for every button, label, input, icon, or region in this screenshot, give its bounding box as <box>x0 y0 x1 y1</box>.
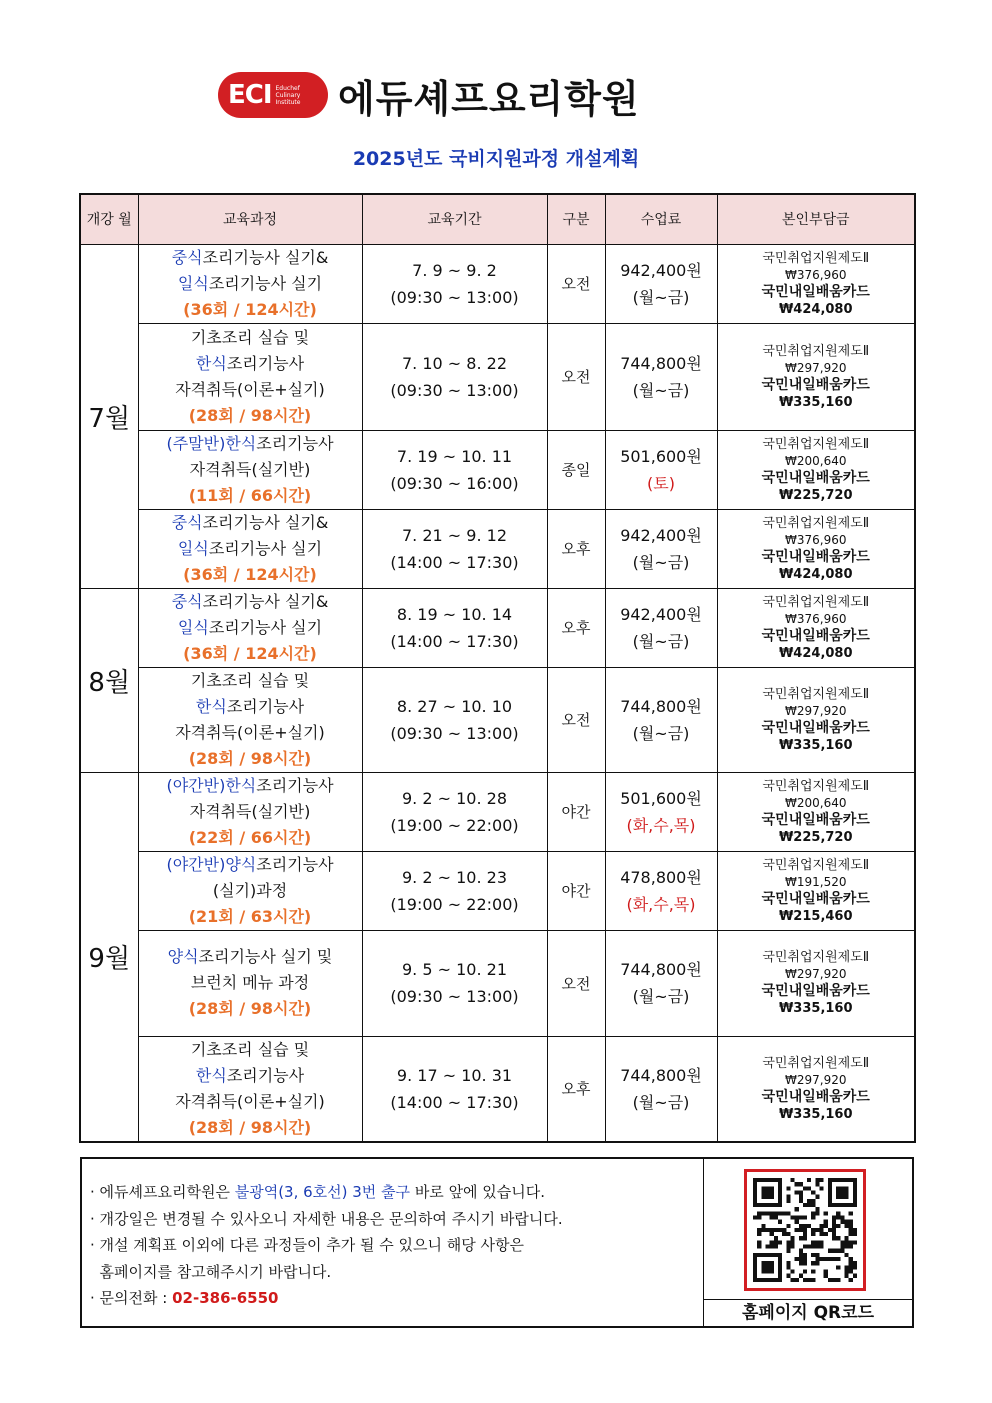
card-name: 국민내일배움카드 <box>761 627 870 644</box>
course-hours: (21회 / 63시간) <box>188 906 312 926</box>
card-name: 국민내일배움카드 <box>761 719 870 736</box>
self-pay-cell <box>717 930 915 1036</box>
course-line <box>139 431 362 457</box>
page-title: 2025년도 국비지원과정 개설계획 <box>352 148 640 170</box>
course-line <box>139 615 362 641</box>
session-type-cell: 종일 <box>547 430 605 509</box>
card-amount: ₩335,160 <box>778 737 853 753</box>
course-line <box>139 668 362 694</box>
course-line <box>139 852 362 878</box>
schedule-body <box>80 244 915 1142</box>
program-amount: ₩376,960 <box>785 532 847 547</box>
fee-days: (화,수,목) <box>626 815 696 835</box>
col-header-type: 구분 <box>547 194 605 244</box>
session-type-cell: 오전 <box>547 930 605 1036</box>
course-line <box>139 720 362 746</box>
card-amount: ₩225,720 <box>778 487 853 503</box>
card-name: 국민내일배움카드 <box>761 548 870 565</box>
program-amount: ₩297,920 <box>785 703 847 718</box>
cuisine-type: 중식 <box>171 591 203 611</box>
phone-number[interactable]: 02-386-6550 <box>172 1289 279 1307</box>
course-line <box>139 589 362 615</box>
cuisine-type: 중식 <box>171 512 203 532</box>
fee-amount: 942,400원 <box>620 525 702 545</box>
fee-days: (월~금) <box>632 287 690 307</box>
table-row <box>80 244 915 323</box>
course-line <box>139 944 362 970</box>
course-line <box>139 1089 362 1115</box>
card-amount: ₩335,160 <box>778 394 853 410</box>
col-header-course: 교육과정 <box>138 194 362 244</box>
session-type-cell: 오전 <box>547 667 605 772</box>
fee-cell <box>605 588 717 667</box>
period-cell <box>362 430 547 509</box>
period-time: (14:00 ~ 17:30) <box>390 1092 519 1112</box>
course-hours: (28회 / 98시간) <box>188 999 312 1018</box>
table-row <box>80 851 915 930</box>
card-amount: ₩335,160 <box>778 1001 853 1016</box>
program-amount: ₩376,960 <box>785 267 847 282</box>
card-amount: ₩225,720 <box>778 829 853 845</box>
fee-amount: 942,400원 <box>620 604 702 624</box>
notice-line-additional: · 개설 계획표 이외에 다른 과정들이 추가 될 수 있으니 해당 사항은 <box>90 1236 524 1254</box>
table-row <box>80 509 915 588</box>
session-type-cell: 오후 <box>547 1036 605 1142</box>
header-row <box>80 194 915 244</box>
course-line <box>139 377 362 403</box>
session-type-cell: 오후 <box>547 588 605 667</box>
period-time: (19:00 ~ 22:00) <box>390 815 519 835</box>
program-name: 국민취업지원제도Ⅱ <box>762 950 870 965</box>
fee-days: (월~금) <box>632 987 690 1006</box>
course-text: 조리기능사 <box>226 696 305 716</box>
fee-cell <box>605 667 717 772</box>
fee-cell <box>605 851 717 930</box>
period-date: 9. 2 ~ 10. 23 <box>402 867 507 887</box>
session-type-cell: 오후 <box>547 509 605 588</box>
course-text: 자격취득(실기반) <box>189 459 311 479</box>
card-amount: ₩424,080 <box>778 301 853 317</box>
fee-amount: 744,800원 <box>620 960 702 979</box>
card-name: 국민내일배움카드 <box>761 811 870 828</box>
self-pay-cell <box>717 323 915 430</box>
notice-text <box>82 1159 704 1326</box>
session-type-cell: 오전 <box>547 323 605 430</box>
session-type-cell: 야간 <box>547 851 605 930</box>
col-header-month: 개강 월 <box>80 194 138 244</box>
program-name: 국민취업지원제도Ⅱ <box>762 250 870 266</box>
cuisine-type: 한식 <box>225 433 257 453</box>
period-cell <box>362 323 547 430</box>
table-row <box>80 930 915 1036</box>
program-amount: ₩297,920 <box>785 360 847 375</box>
fee-days: (토) <box>647 473 675 493</box>
class-type: (야간반) <box>166 775 226 795</box>
course-line <box>139 297 362 323</box>
cuisine-type: 일식 <box>177 538 209 558</box>
period-cell <box>362 509 547 588</box>
course-text: 기초조리 실습 및 <box>190 327 310 347</box>
period-date: 7. 10 ~ 8. 22 <box>402 353 507 373</box>
course-hours: (36회 / 124시간) <box>183 643 317 663</box>
course-text: 조리기능사 <box>256 854 334 874</box>
course-line <box>139 746 362 772</box>
period-date: 7. 19 ~ 10. 11 <box>396 446 513 466</box>
course-hours: (28회 / 98시간) <box>188 405 312 425</box>
fee-days: (월~금) <box>632 380 690 400</box>
cuisine-type: 일식 <box>177 273 209 293</box>
course-text: 조리기능사 실기& <box>202 247 329 267</box>
cuisine-type: 일식 <box>177 617 209 637</box>
fee-days: (월~금) <box>632 1092 690 1112</box>
period-cell <box>362 851 547 930</box>
course-cell <box>138 1036 362 1142</box>
self-pay-cell <box>717 588 915 667</box>
course-line <box>139 1037 362 1063</box>
course-text: 조리기능사 실기 <box>208 273 323 293</box>
course-line <box>139 970 362 996</box>
fee-days: (월~금) <box>632 552 690 572</box>
period-cell <box>362 244 547 323</box>
course-text: 기초조리 실습 및 <box>190 670 310 690</box>
col-header-fee: 수업료 <box>605 194 717 244</box>
cuisine-type: 한식 <box>195 1065 227 1085</box>
period-date: 9. 17 ~ 10. 31 <box>396 1065 513 1085</box>
fee-cell <box>605 1036 717 1142</box>
program-name: 국민취업지원제도Ⅱ <box>762 436 870 452</box>
table-row <box>80 667 915 772</box>
month-cell: 7월 <box>80 244 138 588</box>
course-cell <box>138 667 362 772</box>
qr-label: 홈페이지 QR코드 <box>704 1299 912 1326</box>
self-pay-cell <box>717 430 915 509</box>
course-text: 자격취득(이론+실기) <box>175 722 325 742</box>
card-name: 국민내일배움카드 <box>761 469 870 486</box>
badge-text: ECI <box>228 80 272 110</box>
fee-cell <box>605 772 717 851</box>
course-text: 조리기능사 <box>226 353 305 373</box>
cuisine-type: 한식 <box>225 775 257 795</box>
period-time: (09:30 ~ 16:00) <box>390 473 519 493</box>
cuisine-type: 한식 <box>195 696 227 716</box>
eci-badge <box>218 72 328 118</box>
course-text: 자격취득(이론+실기) <box>175 379 325 399</box>
card-name: 국민내일배움카드 <box>761 890 870 907</box>
month-cell: 9월 <box>80 772 138 1142</box>
period-cell <box>362 667 547 772</box>
cuisine-type: 양식 <box>225 854 257 874</box>
badge-subtext: Educhef Culinary Institute <box>275 84 301 106</box>
course-text: 자격취득(실기반) <box>189 801 311 821</box>
self-pay-cell <box>717 1036 915 1142</box>
course-text: 조리기능사 <box>226 1065 305 1085</box>
qr-code[interactable] <box>744 1169 866 1291</box>
course-line <box>139 1063 362 1089</box>
course-line <box>139 510 362 536</box>
card-amount: ₩424,080 <box>778 645 853 661</box>
notice-text-part: · 에듀셰프요리학원은 <box>90 1183 235 1201</box>
self-pay-cell <box>717 244 915 323</box>
period-time: (19:00 ~ 22:00) <box>390 894 519 914</box>
program-amount: ₩297,920 <box>785 1072 847 1087</box>
course-text: 기초조리 실습 및 <box>190 1039 310 1059</box>
course-cell <box>138 851 362 930</box>
self-pay-cell <box>717 509 915 588</box>
course-cell <box>138 430 362 509</box>
fee-cell <box>605 244 717 323</box>
course-cell <box>138 244 362 323</box>
card-name: 국민내일배움카드 <box>761 283 870 300</box>
notice-box <box>80 1157 914 1328</box>
month-cell: 8월 <box>80 588 138 772</box>
fee-cell <box>605 930 717 1036</box>
period-date: 7. 9 ~ 9. 2 <box>412 260 497 280</box>
fee-days: (화,수,목) <box>626 894 696 914</box>
program-name: 국민취업지원제도Ⅱ <box>762 515 870 531</box>
period-date: 9. 2 ~ 10. 28 <box>402 788 507 808</box>
notice-text-part: 바로 앞에 있습니다. <box>410 1183 546 1201</box>
program-amount: ₩191,520 <box>785 874 847 889</box>
course-line <box>139 996 362 1022</box>
cuisine-type: 양식 <box>167 947 199 966</box>
fee-days: (월~금) <box>632 723 690 743</box>
table-row <box>80 1036 915 1142</box>
fee-amount: 942,400원 <box>620 260 702 280</box>
table-row <box>80 588 915 667</box>
notice-line-location <box>90 1179 703 1206</box>
course-line <box>139 641 362 667</box>
phone-label: · 문의전화 : <box>90 1289 173 1307</box>
fee-amount: 501,600원 <box>620 446 702 466</box>
course-hours: (36회 / 124시간) <box>183 564 317 584</box>
course-line <box>139 325 362 351</box>
fee-amount: 744,800원 <box>620 1065 702 1085</box>
course-hours: (36회 / 124시간) <box>183 299 317 319</box>
course-text: 조리기능사 실기& <box>202 591 329 611</box>
course-line <box>139 271 362 297</box>
course-cell <box>138 588 362 667</box>
course-line <box>139 773 362 799</box>
course-line <box>139 799 362 825</box>
fee-amount: 744,800원 <box>620 696 702 716</box>
course-cell <box>138 509 362 588</box>
period-date: 8. 27 ~ 10. 10 <box>396 696 513 716</box>
table-row <box>80 772 915 851</box>
period-date: 7. 21 ~ 9. 12 <box>402 525 507 545</box>
card-name: 국민내일배움카드 <box>761 1088 870 1105</box>
course-text: 조리기능사 실기 <box>208 538 323 558</box>
period-time: (09:30 ~ 13:00) <box>390 723 519 743</box>
session-type-cell: 오전 <box>547 244 605 323</box>
col-header-period: 교육기간 <box>362 194 547 244</box>
course-line <box>139 351 362 377</box>
course-cell <box>138 772 362 851</box>
class-type: (주말반) <box>166 433 226 453</box>
notice-line-date-change: · 개강일은 변경될 수 있사오니 자세한 내용은 문의하여 주시기 바랍니다. <box>90 1209 563 1228</box>
program-amount: ₩200,640 <box>785 795 847 810</box>
fee-cell <box>605 509 717 588</box>
notice-line-homepage: 홈페이지를 참고해주시기 바랍니다. <box>90 1262 332 1281</box>
qr-section <box>704 1159 912 1326</box>
period-date: 9. 5 ~ 10. 21 <box>402 960 507 979</box>
card-amount: ₩335,160 <box>778 1106 853 1122</box>
course-cell <box>138 930 362 1036</box>
course-text: 조리기능사 <box>256 775 334 795</box>
course-line <box>139 878 362 904</box>
course-line <box>139 1115 362 1141</box>
course-text: 조리기능사 실기& <box>202 512 329 532</box>
course-cell <box>138 323 362 430</box>
program-name: 국민취업지원제도Ⅱ <box>762 1055 870 1071</box>
qr-code-graphic <box>753 1178 857 1282</box>
period-cell <box>362 930 547 1036</box>
academy-logo <box>218 70 640 120</box>
fee-amount: 478,800원 <box>620 867 702 887</box>
period-date: 8. 19 ~ 10. 14 <box>396 604 513 624</box>
card-name: 국민내일배움카드 <box>761 376 870 393</box>
academy-name: 에듀셰프요리학원 <box>338 76 640 121</box>
period-cell <box>362 1036 547 1142</box>
course-text: (실기)과정 <box>212 880 288 900</box>
period-time: (14:00 ~ 17:30) <box>390 552 519 572</box>
card-amount: ₩215,460 <box>778 908 853 924</box>
course-hours: (28회 / 98시간) <box>188 1117 312 1137</box>
card-amount: ₩424,080 <box>778 566 853 582</box>
table-row <box>80 323 915 430</box>
self-pay-cell <box>717 667 915 772</box>
period-cell <box>362 772 547 851</box>
program-name: 국민취업지원제도Ⅱ <box>762 686 870 702</box>
period-time: (09:30 ~ 13:00) <box>390 380 519 400</box>
course-hours: (22회 / 66시간) <box>188 827 312 847</box>
period-time: (09:30 ~ 13:00) <box>390 987 519 1006</box>
course-text: 브런치 메뉴 과정 <box>190 973 310 992</box>
fee-amount: 501,600원 <box>620 788 702 808</box>
course-text: 조리기능사 실기 및 <box>198 947 333 966</box>
program-name: 국민취업지원제도Ⅱ <box>762 857 870 873</box>
fee-cell <box>605 430 717 509</box>
course-line <box>139 562 362 588</box>
period-time: (09:30 ~ 13:00) <box>390 287 519 307</box>
course-text: 조리기능사 실기 <box>208 617 323 637</box>
class-type: (야간반) <box>166 854 226 874</box>
period-cell <box>362 588 547 667</box>
course-line <box>139 483 362 509</box>
program-amount: ₩200,640 <box>785 453 847 468</box>
course-line <box>139 245 362 271</box>
course-hours: (11회 / 66시간) <box>188 485 312 505</box>
program-name: 국민취업지원제도Ⅱ <box>762 594 870 610</box>
program-amount: ₩297,920 <box>785 967 847 981</box>
program-name: 국민취업지원제도Ⅱ <box>762 778 870 794</box>
notice-line-phone <box>90 1285 703 1312</box>
course-text: 조리기능사 <box>256 433 334 453</box>
course-text: 자격취득(이론+실기) <box>175 1091 325 1111</box>
table-row <box>80 430 915 509</box>
fee-days: (월~금) <box>632 631 690 651</box>
course-line <box>139 694 362 720</box>
period-time: (14:00 ~ 17:30) <box>390 631 519 651</box>
col-header-self-pay: 본인부담금 <box>717 194 915 244</box>
cuisine-type: 중식 <box>171 247 203 267</box>
schedule-table <box>79 193 916 1143</box>
self-pay-cell <box>717 851 915 930</box>
course-line <box>139 904 362 930</box>
course-line <box>139 403 362 429</box>
self-pay-cell <box>717 772 915 851</box>
fee-cell <box>605 323 717 430</box>
course-hours: (28회 / 98시간) <box>188 748 312 768</box>
station-exit: 불광역(3, 6호선) 3번 출구 <box>234 1183 411 1201</box>
card-name: 국민내일배움카드 <box>761 983 870 999</box>
session-type-cell: 야간 <box>547 772 605 851</box>
program-name: 국민취업지원제도Ⅱ <box>762 343 870 359</box>
course-line <box>139 536 362 562</box>
course-line <box>139 457 362 483</box>
course-line <box>139 825 362 851</box>
program-amount: ₩376,960 <box>785 611 847 626</box>
cuisine-type: 한식 <box>195 353 227 373</box>
fee-amount: 744,800원 <box>620 353 702 373</box>
